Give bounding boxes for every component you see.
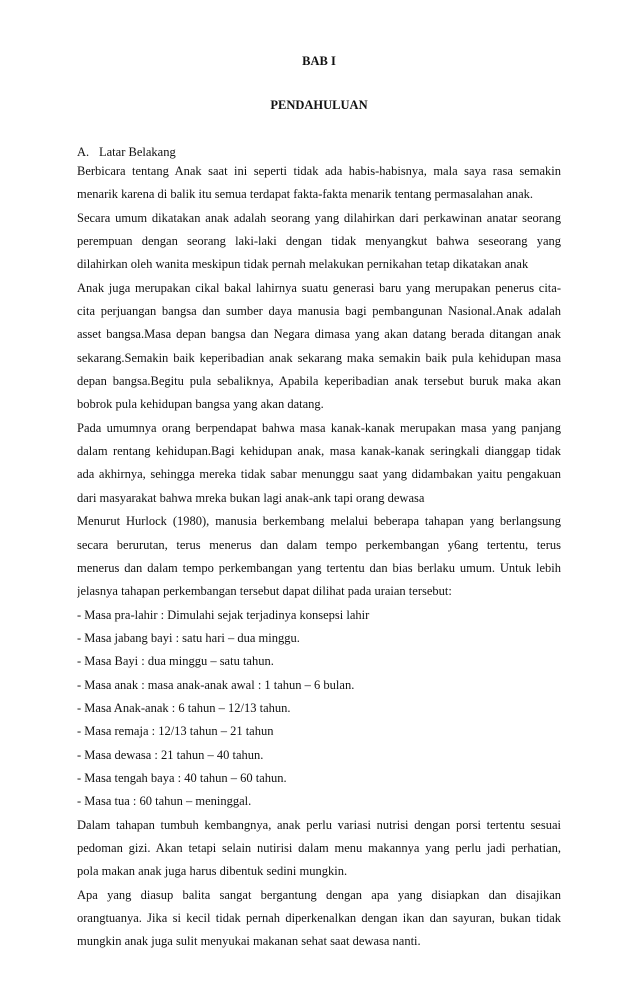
text-line: ada akhirnya, sehingga mereka tidak sabar menunggu saat yang didambakan yaitu pengakuan	[77, 467, 561, 482]
text-line: perempuan dengan seorang laki-laki dengan tidak menyangkut bahwa seseorang yang	[77, 234, 561, 249]
text-line: pedoman gizi. Akan tetapi selain nutirisi dalam menu makannya yang perlu jadi perhatian,	[77, 840, 561, 855]
text-line: jelasnya tahapan perkembangan tersebut dapat dilihat pada uraian tersebut:	[77, 584, 452, 599]
text-line: - Masa Anak-anak : 6 tahun – 12/13 tahun.	[77, 700, 291, 715]
chapter-title: PENDAHULUAN	[270, 98, 368, 112]
text-line: menerus dan dalam tempo perkembangan yang tertentu dan bias berlaku umum. Untuk lebih	[77, 560, 561, 575]
text-line: menarik karena di balik itu semua terdapat fakta-fakta menarik tentang permasalahan anak.	[77, 187, 534, 202]
text-line: - Masa anak : masa anak-anak awal : 1 tahun – 6 bulan.	[77, 677, 355, 692]
text-line: Secara umum dikatakan anak adalah seorang yang dilahirkan dari perkawinan anatar seorang	[77, 210, 561, 225]
text-line: dalam rentang kehidupan.Bagi kehidupan anak, masa kanak-kanak seringkali dianggap tidak	[77, 444, 561, 459]
text-line: Dalam tahapan tumbuh kembangnya, anak perlu variasi nutrisi dengan porsi tertentu sesuai	[77, 817, 561, 832]
text-line: cita perjuangan bangsa dan sumber daya manusia bagi pembangunan Nasional.Anak adalah	[77, 304, 561, 319]
section-heading	[77, 145, 176, 160]
text-line: - Masa jabang bayi : satu hari – dua minggu.	[77, 630, 300, 645]
section-number: A.	[77, 145, 90, 159]
text-line: mungkin anak juga sulit menyukai makanan sehat saat dewasa nanti.	[77, 934, 421, 949]
text-line: dari masyarakat bahwa mreka bukan lagi anak-ank tapi orang dewasa	[77, 490, 425, 505]
text-line: Menurut Hurlock (1980), manusia berkembang melalui beberapa tahapan yang berlangsung	[77, 514, 561, 529]
text-line: bobrok pula kehidupan bangsa yang akan datang.	[77, 397, 324, 412]
text-line: Anak juga merupakan cikal bakal lahirnya suatu generasi baru yang merupakan penerus cita-	[77, 280, 561, 295]
text-line: Berbicara tentang Anak saat ini seperti tidak ada habis-habisnya, mala saya rasa semakin	[77, 164, 561, 178]
text-line: Apa yang diasup balita sangat bergantung dengan apa yang disiapkan dan disajikan	[77, 887, 561, 902]
text-line: - Masa Bayi : dua minggu – satu tahun.	[77, 654, 274, 669]
body-text	[77, 160, 561, 954]
text-line: asset bangsa.Masa depan bangsa dan Negara dimasa yang akan datang berada ditangan anak	[77, 327, 561, 342]
text-line: - Masa remaja : 12/13 tahun – 21 tahun	[77, 724, 274, 739]
text-line: dilahirkan oleh wanita meskipun tidak pernah melakukan pernikahan tetap dikatakan anak	[77, 257, 529, 272]
text-line: depan bangsa.Begitu pula sebaliknya, Apabila keperibadian anak tersebut buruk maka akan	[77, 374, 561, 389]
text-line: - Masa tua : 60 tahun – meninggal.	[77, 794, 252, 809]
text-line: pola makan anak juga harus dibentuk sedini mungkin.	[77, 864, 348, 879]
chapter-heading: BAB I	[302, 54, 336, 68]
text-line: secara berurutan, terus menerus dan dalam tempo perkembangan y6ang tertentu, terus	[77, 537, 561, 552]
text-line: - Masa pra-lahir : Dimulahi sejak terjadinya konsepsi lahir	[77, 607, 370, 622]
section-title: Latar Belakang	[99, 145, 176, 159]
text-line: Pada umumnya orang berpendapat bahwa masa kanak-kanak merupakan masa yang panjang	[77, 420, 561, 435]
text-line: sekarang.Semakin baik keperibadian anak sekarang maka semakin baik pula kehidupan masa	[77, 350, 561, 365]
text-line: - Masa tengah baya : 40 tahun – 60 tahun.	[77, 770, 287, 785]
text-line: orangtuanya. Jika si kecil tidak pernah diperkenalkan dengan ikan dan sayuran, bukan tidak	[77, 911, 561, 925]
text-line: - Masa dewasa : 21 tahun – 40 tahun.	[77, 747, 264, 762]
